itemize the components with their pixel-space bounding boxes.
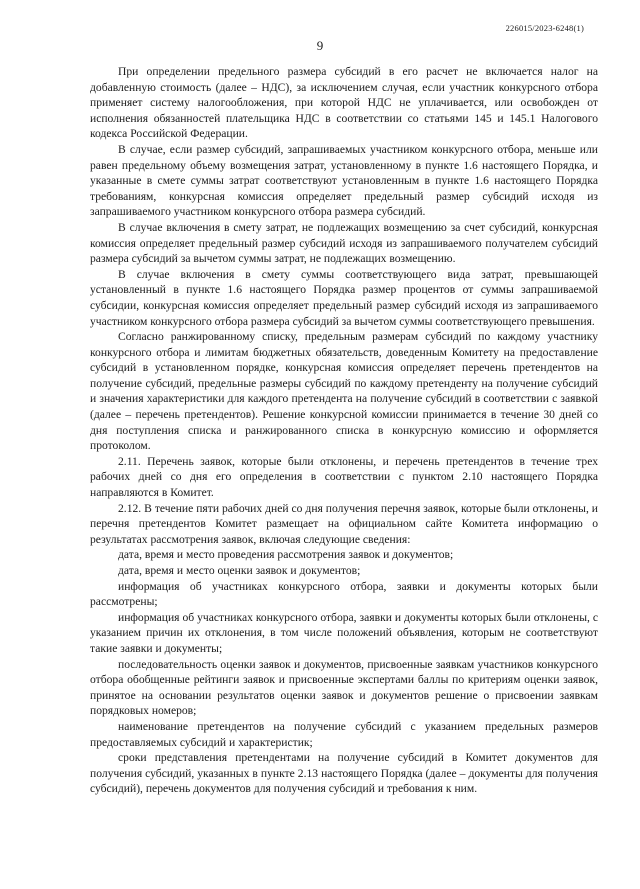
list-item: дата, время и место оценки заявок и документов; [118,564,361,577]
paragraph: При определении предельного размера субсидий в его расчет не включается налог на добавленную стоимость (далее – НДС), за исключением случая, если участник конкурсного отбора применяет систему налогообложения, при которой НДС не уплачивается, или освобожден от исполнения обязанностей плательщика НДС в соответствии со статьями 145 и 145.1 Налогового кодекса Российской Федерации. [90,65,598,141]
paragraph: В случае включения в смету затрат, не подлежащих возмещению за счет субсидий, конкурсная комиссия определяет предельный размер субсидий исходя из запрашиваемого получателем субсидий размера субсидий за вычетом суммы затрат, не подлежащих возмещению. [90,220,598,266]
list-item: сроки представления претендентами на получение субсидий в Комитет документов для получения субсидий, указанных в пункте 2.13 настоящего Порядка (далее – документы для получения субсидий), перечень документов для получения субсидий и требования к ним. [90,751,598,796]
document-body [90,64,598,797]
list-item: информация об участниках конкурсного отбора, заявки и документы которых были отклонены, с указанием причин их отклонения, в том числе положений объявления, которым не соответствуют такие заявки и документы; [90,610,598,655]
paragraph: 2.12. В течение пяти рабочих дней со дня получения перечня заявок, которые были отклонены, и перечня претендентов Комитет размещает на официальном сайте Комитета информацию о результатах рассмотрения заявок, включая следующие сведения: [90,501,598,546]
paragraph: В случае включения в смету суммы соответствующего вида затрат, превышающей установленный в пункте 1.6 настоящего Порядка размер процентов от суммы запрашиваемой субсидии, конкурсная комиссия определяет предельный размер субсидий исходя из запрашиваемого участником конкурсного отбора размера субсидий за вычетом суммы соответствующего превышения. [90,267,598,328]
list-item: последовательность оценки заявок и документов, присвоенные заявкам участников конкурсного отбора обобщенные рейтинги заявок и присвоенные экспертами баллы по критериям оценки заявок, принятое на основании результатов оценки заявок и документов решение о присвоении заявкам порядковых номеров; [90,657,598,718]
document-id: 226015/2023-6248(1) [505,23,584,33]
list-item: дата, время и место проведения рассмотрения заявок и документов; [118,548,454,562]
page-number: 9 [316,38,324,53]
list-item: наименование претендентов на получение субсидий с указанием предельных размеров предоставляемых субсидий и характеристик; [90,719,598,749]
paragraph: В случае, если размер субсидий, запрашиваемых участником конкурсного отбора, меньше или равен предельному объему возмещения затрат, установленному в пункте 1.6 настоящего Порядка, и указанные в смете суммы затрат соответствуют установленным в пункте 1.6 настоящего Порядка требованиям, конкурсная комиссия определяет предельный размер субсидий исходя из запрашиваемого участником конкурсного отбора размера субсидий. [90,142,598,219]
paragraph: Согласно ранжированному списку, предельным размерам субсидий по каждому участнику конкурсного отбора и лимитам бюджетных обязательств, доведенным Комитету на предоставление субсидий в установленном порядке, конкурсная комиссия определяет перечень претендентов на получение субсидий, предельные размеры субсидий по каждому претенденту на получение субсидий и значения характеристики для каждого претендента на получение субсидий в соответствии с заявкой (далее – перечень претендентов). Решение конкурсной комиссии принимается в течение 30 дней со дня поступления списка и ранжированного списка в конкурсную комиссию и оформляется протоколом. [90,330,598,453]
list-item: информация об участниках конкурсного отбора, заявки и документы которых были рассмотрены; [90,579,598,609]
paragraph: 2.11. Перечень заявок, которые были отклонены, и перечень претендентов в течение трех рабочих дней со дня его определения в соответствии с пунктом 2.10 настоящего Порядка направляются в Комитет. [90,454,598,500]
